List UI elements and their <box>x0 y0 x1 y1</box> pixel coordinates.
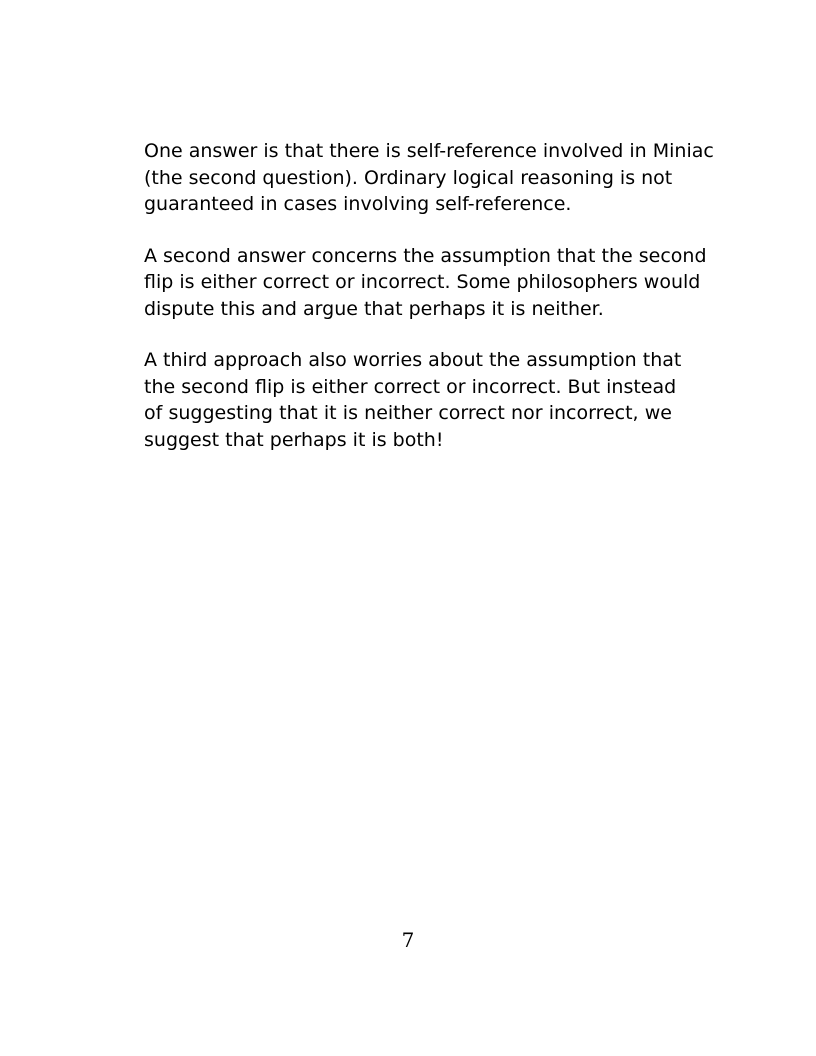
paragraph-1 <box>144 138 714 218</box>
text-line: the second flip is either correct or incorrect. But instead <box>144 375 677 398</box>
paragraph-3 <box>144 347 682 453</box>
page-number: 7 <box>401 928 415 952</box>
text-line: of suggesting that it is neither correct nor incorrect, we <box>144 402 672 424</box>
text-line: guaranteed in cases involving self-reference. <box>144 193 572 215</box>
text-line: (the second question). Ordinary logical reasoning is not <box>144 166 673 189</box>
text-line: flip is either correct or incorrect. Some philosophers would <box>144 271 701 293</box>
paragraph-2 <box>144 243 707 323</box>
text-line: A second answer concerns the assumption that the second <box>144 244 707 267</box>
text-line: dispute this and argue that perhaps it is neither. <box>144 297 604 320</box>
body-text <box>144 138 714 478</box>
text-line: A third approach also worries about the assumption that <box>144 349 682 371</box>
text-line: suggest that perhaps it is both! <box>144 428 444 451</box>
text-line: One answer is that there is self-reference involved in Miniac <box>144 140 714 162</box>
